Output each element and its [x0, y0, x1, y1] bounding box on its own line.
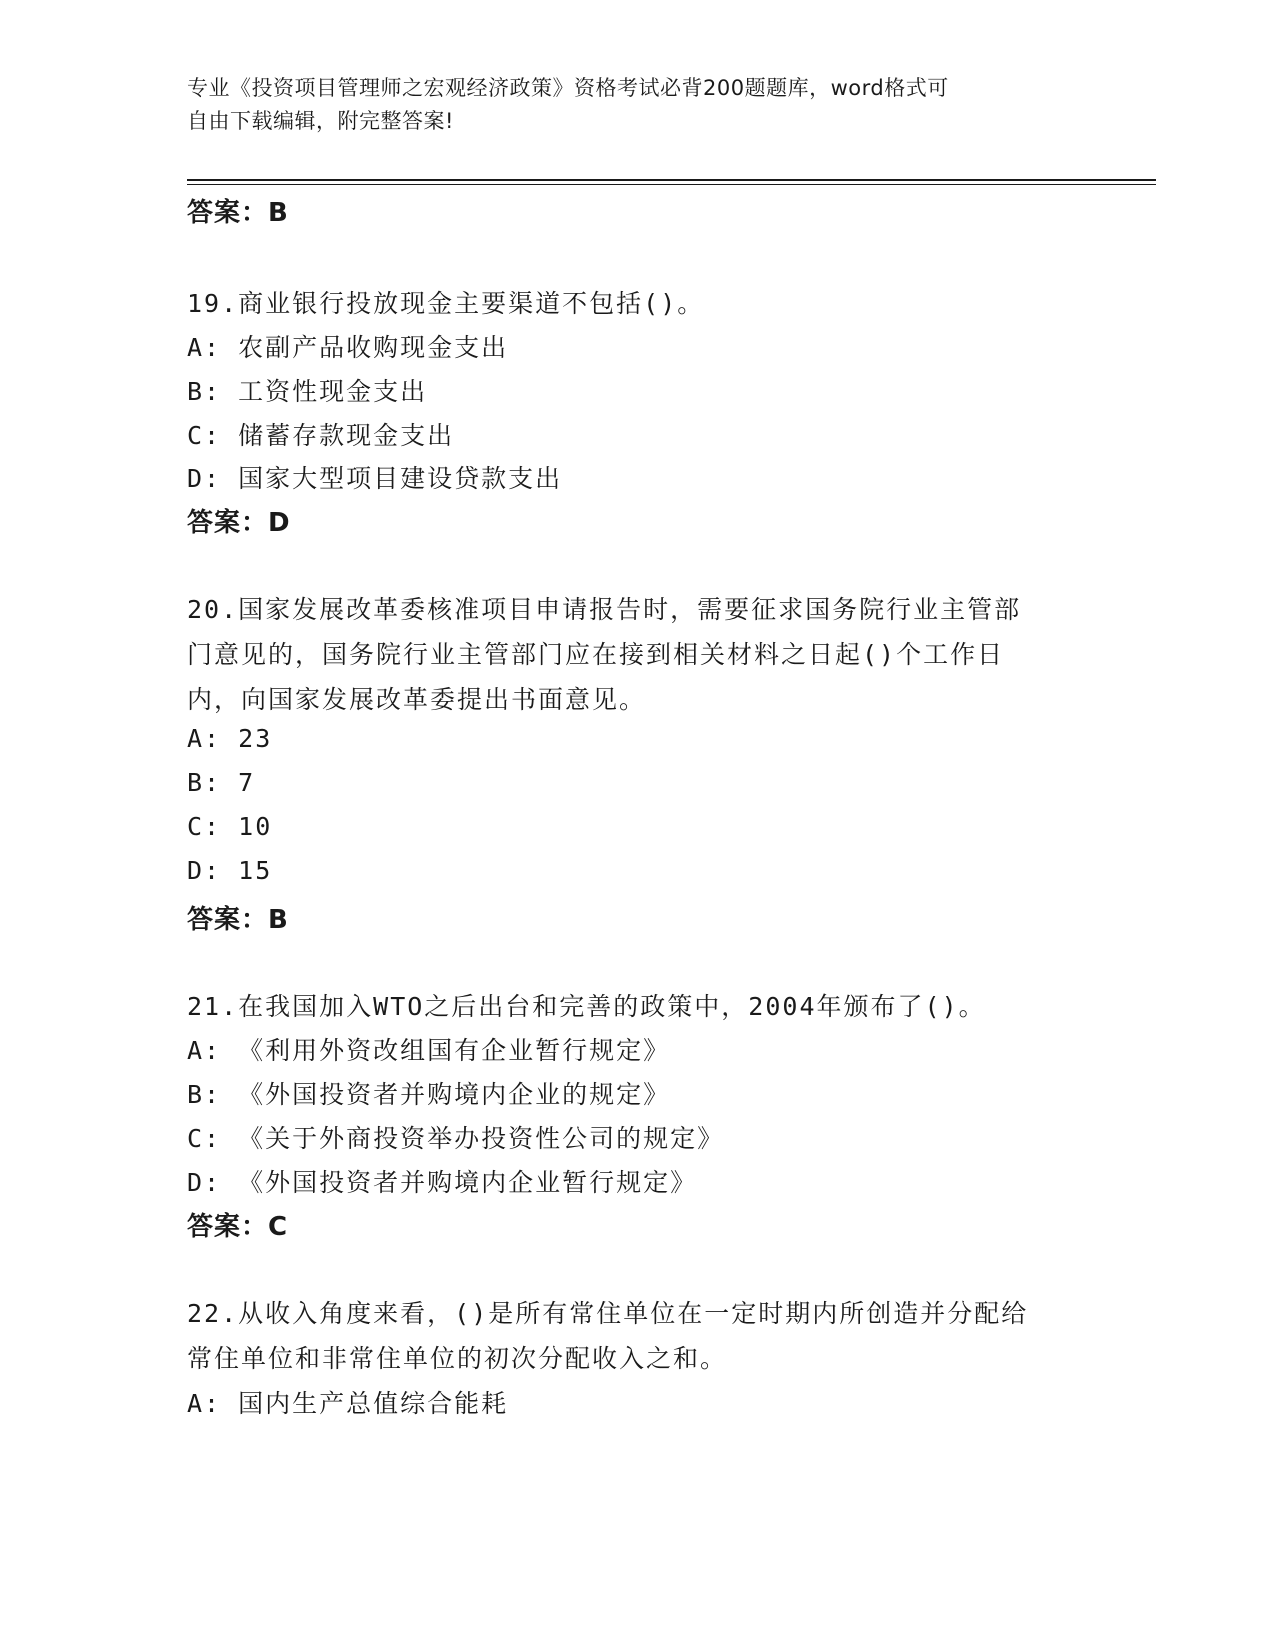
- question-19-option-a: A: 农副产品收购现金支出: [187, 333, 509, 362]
- question-20-option-a: A: 23: [187, 724, 273, 753]
- header-divider-thin: [187, 184, 1156, 185]
- question-20-stem-2: 门意见的，国务院行业主管部门应在接到相关材料之日起()个工作日: [187, 640, 1005, 669]
- question-20-option-c: C: 10: [187, 812, 273, 841]
- question-21-option-c: C: 《关于外商投资举办投资性公司的规定》: [187, 1124, 725, 1153]
- question-19-option-d: D: 国家大型项目建设贷款支出: [187, 464, 563, 493]
- header-divider-thick: [187, 179, 1156, 181]
- question-21-option-b: B: 《外国投资者并购境内企业的规定》: [187, 1080, 671, 1109]
- question-20-stem-3: 内，向国家发展改革委提出书面意见。: [187, 685, 647, 714]
- question-21-option-a: A: 《利用外资改组国有企业暂行规定》: [187, 1036, 671, 1065]
- question-20-option-b: B: 7: [187, 768, 256, 797]
- question-20-answer: 答案：B: [187, 905, 289, 935]
- question-20-option-d: D: 15: [187, 856, 273, 885]
- header-line-1: 专业《投资项目管理师之宏观经济政策》资格考试必背200题题库，word格式可: [187, 76, 949, 100]
- question-19-stem: 19.商业银行投放现金主要渠道不包括()。: [187, 289, 705, 318]
- question-19-option-b: B: 工资性现金支出: [187, 377, 428, 406]
- document-header: [187, 72, 1067, 138]
- question-19-option-c: C: 储蓄存款现金支出: [187, 421, 455, 450]
- question-20-stem-1: 20.国家发展改革委核准项目申请报告时，需要征求国务院行业主管部: [187, 595, 1022, 624]
- question-22-stem-2: 常住单位和非常住单位的初次分配收入之和。: [187, 1344, 728, 1373]
- question-22-stem-1: 22.从收入角度来看，()是所有常住单位在一定时期内所创造并分配给: [187, 1299, 1029, 1328]
- question-22-option-a: A: 国内生产总值综合能耗: [187, 1389, 509, 1418]
- question-19-answer: 答案：D: [187, 508, 291, 538]
- question-21-answer: 答案：C: [187, 1212, 289, 1242]
- header-line-2: 自由下载编辑，附完整答案!: [187, 109, 454, 133]
- answer-prev: 答案：B: [187, 198, 289, 228]
- question-21-stem: 21.在我国加入WTO之后出台和完善的政策中，2004年颁布了()。: [187, 992, 986, 1021]
- question-21-option-d: D: 《外国投资者并购境内企业暂行规定》: [187, 1168, 698, 1197]
